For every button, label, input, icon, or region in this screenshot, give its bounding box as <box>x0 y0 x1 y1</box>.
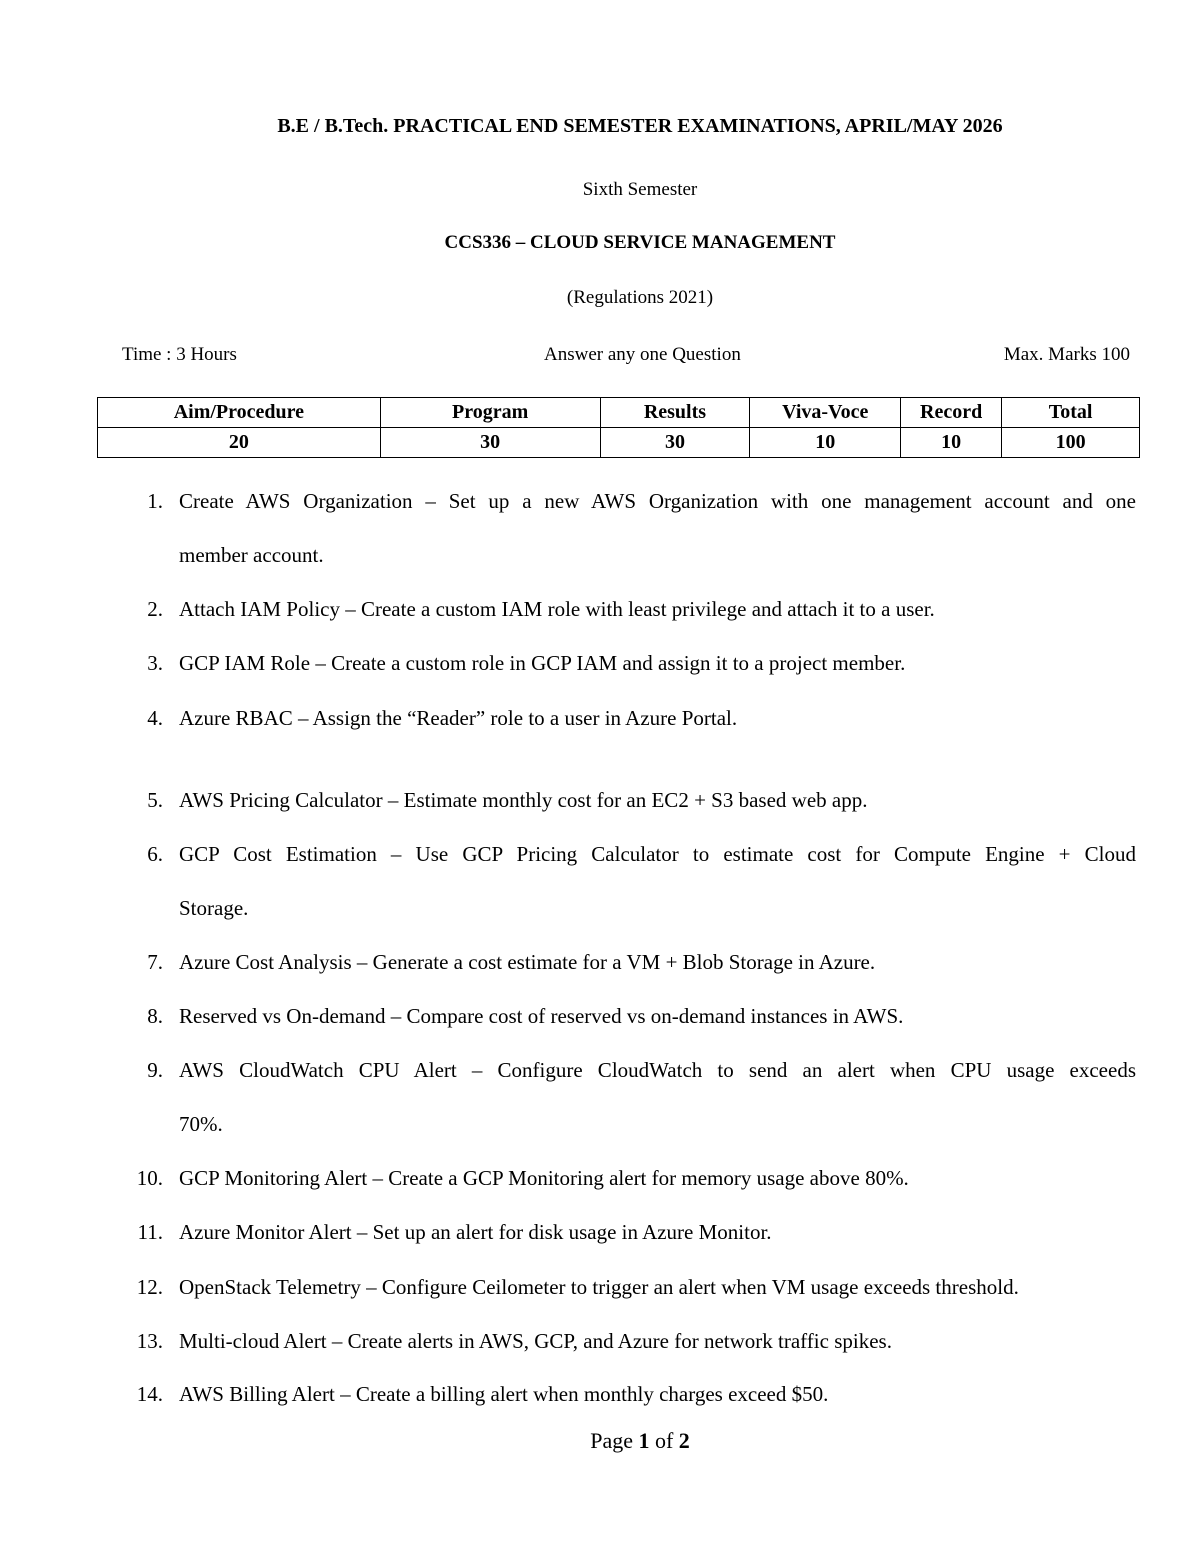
regulations-label: (Regulations 2021) <box>566 287 714 308</box>
time-label: Time : 3 Hours <box>122 344 237 365</box>
question-text: Attach IAM Policy – Create a custom IAM role with least privilege and attach it to a user. <box>179 597 935 621</box>
page-label: Page <box>590 1428 633 1453</box>
question-text: Azure Cost Analysis – Generate a cost estimate for a VM + Blob Storage in Azure. <box>179 950 876 974</box>
question-text: GCP Cost Estimation – Use GCP Pricing Calculator to estimate cost for Compute Engine + Cloud <box>179 842 1136 866</box>
question-number: 11. <box>137 1220 163 1244</box>
question-number: 9. <box>147 1058 163 1082</box>
question-number: 5. <box>147 788 163 812</box>
page-total: 2 <box>678 1428 690 1453</box>
question-number: 6. <box>147 842 163 866</box>
question-text: Azure RBAC – Assign the “Reader” role to a user in Azure Portal. <box>179 706 738 730</box>
instruction-label: Answer any one Question <box>544 344 741 365</box>
marks-value-cell: 30 <box>600 428 750 458</box>
marks-value-cell: 100 <box>1002 428 1140 458</box>
question-number: 4. <box>147 706 163 730</box>
question-text: AWS CloudWatch CPU Alert – Configure CloudWatch to send an alert when CPU usage exceeds <box>179 1058 1136 1082</box>
page-number: 1 <box>638 1428 650 1453</box>
question-text: AWS Pricing Calculator – Estimate monthly cost for an EC2 + S3 based web app. <box>179 788 868 812</box>
max-marks-label: Max. Marks 100 <box>1003 344 1130 365</box>
marks-value-row <box>98 428 1140 458</box>
question-number: 8. <box>147 1004 163 1028</box>
question-text: Create AWS Organization – Set up a new AWS Organization with one management account and one <box>179 489 1136 513</box>
question-number: 1. <box>147 489 163 513</box>
question-text-continued: 70%. <box>179 1112 223 1136</box>
marks-value-cell: 10 <box>750 428 901 458</box>
marks-value-cell: 20 <box>98 428 381 458</box>
question-text: Reserved vs On-demand – Compare cost of reserved vs on-demand instances in AWS. <box>179 1004 904 1028</box>
question-number: 14. <box>136 1382 163 1406</box>
question-number: 13. <box>136 1329 163 1353</box>
marks-header-cell: Results <box>600 398 750 428</box>
question-text: GCP Monitoring Alert – Create a GCP Monitoring alert for memory usage above 80%. <box>179 1166 909 1190</box>
marks-header-cell: Viva-Voce <box>750 398 901 428</box>
of-label: of <box>654 1428 674 1453</box>
question-number: 3. <box>147 651 163 675</box>
semester-label: Sixth Semester <box>582 179 698 200</box>
marks-header-cell: Aim/Procedure <box>98 398 381 428</box>
question-text: Multi-cloud Alert – Create alerts in AWS, GCP, and Azure for network traffic spikes. <box>179 1329 892 1353</box>
question-number: 12. <box>136 1275 163 1299</box>
course-title: CCS336 – CLOUD SERVICE MANAGEMENT <box>444 232 836 253</box>
marks-header-row <box>98 398 1140 428</box>
question-number: 7. <box>147 950 163 974</box>
question-text: AWS Billing Alert – Create a billing alert when monthly charges exceed $50. <box>179 1382 829 1406</box>
question-text: Azure Monitor Alert – Set up an alert for disk usage in Azure Monitor. <box>179 1220 772 1244</box>
question-number: 10. <box>136 1166 163 1190</box>
marks-table <box>97 397 1140 458</box>
marks-value-cell: 30 <box>380 428 600 458</box>
question-text-continued: member account. <box>179 543 324 567</box>
marks-value-cell: 10 <box>901 428 1002 458</box>
marks-header-cell: Program <box>380 398 600 428</box>
page-footer <box>0 1428 1200 1454</box>
question-number: 2. <box>147 597 163 621</box>
marks-header-cell: Record <box>901 398 1002 428</box>
question-text-continued: Storage. <box>179 896 249 920</box>
marks-header-cell: Total <box>1002 398 1140 428</box>
question-text: OpenStack Telemetry – Configure Ceilometer to trigger an alert when VM usage exceeds threshold. <box>179 1275 1019 1299</box>
question-text: GCP IAM Role – Create a custom role in GCP IAM and assign it to a project member. <box>179 651 906 675</box>
exam-title: B.E / B.Tech. PRACTICAL END SEMESTER EXAMINATIONS, APRIL/MAY 2026 <box>277 115 1003 137</box>
